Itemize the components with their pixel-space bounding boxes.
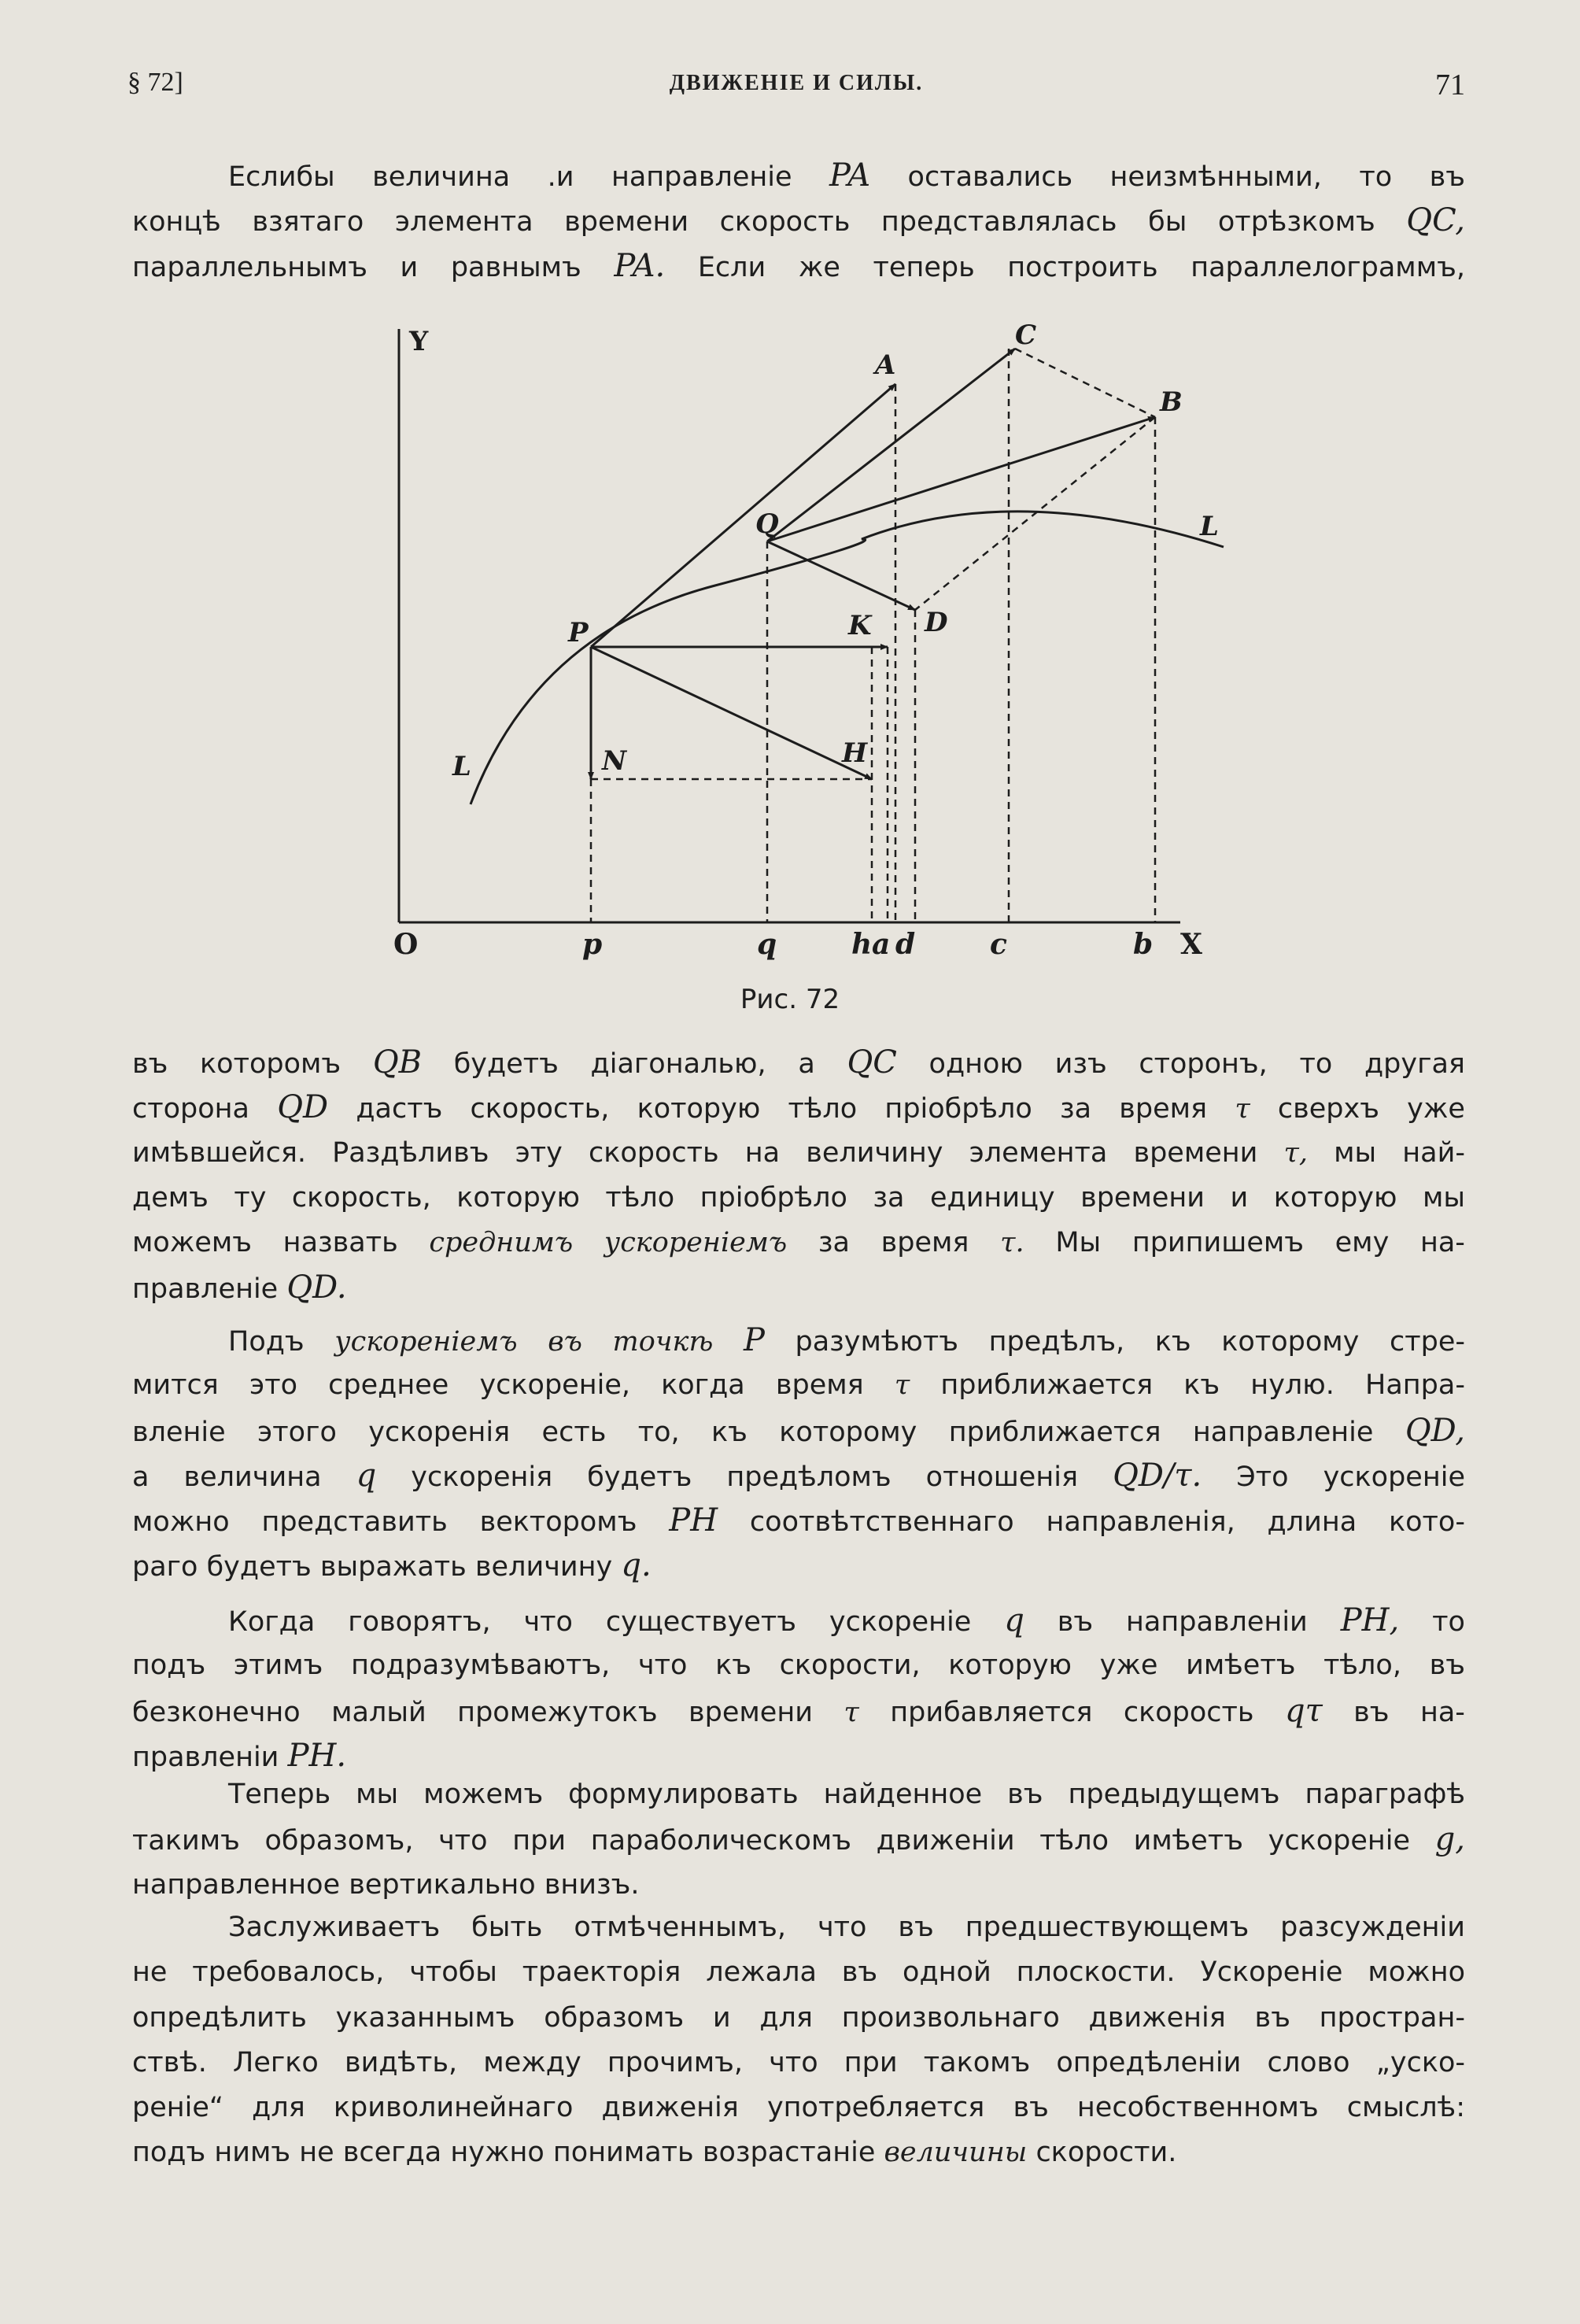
dashed-c-b bbox=[1015, 349, 1155, 417]
label-axis-c: c bbox=[990, 928, 1007, 961]
text-line: правленіи PH. bbox=[132, 1737, 347, 1774]
label-l-left: L bbox=[452, 751, 471, 782]
text-line: не требовалось, чтобы траекторія лежала въ одной плоскости. Ускореніе можно bbox=[132, 1956, 1465, 1989]
text-line: параллельнымъ и равнымъ PA. Если же теперь построить параллелограммъ, bbox=[132, 247, 1465, 284]
text-line: концѣ взятаго элемента времени скорость представлялась бы отрѣзкомъ QC, bbox=[132, 202, 1465, 239]
label-o: O bbox=[393, 928, 419, 961]
text-line: опредѣлить указаннымъ образомъ и для произвольнаго движенія въ простран- bbox=[132, 2001, 1465, 2034]
label-axis-h: h bbox=[851, 928, 873, 961]
text-line: раго будетъ выражать величину q. bbox=[132, 1547, 652, 1584]
label-b: B bbox=[1160, 386, 1183, 418]
label-p: P bbox=[568, 617, 589, 648]
page-number: 71 bbox=[1435, 68, 1465, 102]
paragraph-4 bbox=[132, 1598, 1465, 1779]
text-line: Теперь мы можемъ формулировать найденное въ предыдущемъ параграфѣ bbox=[228, 1779, 1465, 1810]
vector-ph bbox=[591, 647, 872, 779]
label-d: D bbox=[925, 607, 948, 638]
paragraph-3 bbox=[132, 1318, 1465, 1589]
label-x: X bbox=[1180, 928, 1202, 961]
label-axis-p: p bbox=[582, 928, 603, 961]
dashed-b-d bbox=[915, 417, 1155, 610]
text-line: ствѣ. Легко видѣть, между прочимъ, что при такомъ опредѣленіи слово „уско- bbox=[132, 2046, 1465, 2078]
label-a: A bbox=[875, 349, 896, 381]
text-line: подъ этимъ подразумѣваютъ, что къ скорости, которую уже имѣетъ тѣло, въ bbox=[132, 1650, 1465, 1682]
figure-72 bbox=[0, 0, 1580, 1039]
label-c: C bbox=[1015, 320, 1037, 351]
text-line: мится это среднее ускореніе, когда время τ приближается къ нулю. Напра- bbox=[132, 1369, 1465, 1402]
label-k: K bbox=[848, 610, 872, 641]
label-l-right: L bbox=[1200, 511, 1219, 542]
text-line: въ которомъ QB будетъ діагональю, а QC одною изъ сторонъ, то другая bbox=[132, 1044, 1465, 1081]
vector-qd bbox=[767, 541, 915, 610]
text-line: вленіе этого ускоренія есть то, къ которому приближается направленіе QD, bbox=[132, 1412, 1465, 1449]
text-line: Еслибы величина .и направленіе PA оставались неизмѣнными, то въ bbox=[228, 157, 1465, 194]
text-line: реніе“ для криволинейнаго движенія употребляется въ несобственномъ смыслѣ: bbox=[132, 2092, 1465, 2124]
label-axis-b: b bbox=[1133, 928, 1154, 961]
text-line: а величина q ускоренія будетъ предѣломъ отношенія QD/τ. Это ускореніе bbox=[132, 1457, 1465, 1494]
text-line: можно представить векторомъ PH соотвѣтственнаго направленія, длина кото- bbox=[132, 1502, 1465, 1539]
paragraph-5 bbox=[132, 1772, 1465, 1908]
label-q: Q bbox=[755, 508, 779, 540]
running-title: ДВИЖЕНІЕ И СИЛЫ. bbox=[669, 71, 924, 95]
figure-caption: Рис. 72 bbox=[740, 984, 840, 1015]
text-line: можемъ назвать среднимъ ускореніемъ за время τ. Мы припишемъ ему на- bbox=[132, 1227, 1465, 1259]
section-number: § 72] bbox=[127, 68, 183, 97]
text-line: демъ ту скорость, которую тѣло пріобрѣло за единицу времени и которую мы bbox=[132, 1181, 1465, 1214]
vector-qb bbox=[767, 417, 1155, 541]
text-line: Подъ ускореніемъ въ точкѣ P разумѣютъ предѣлъ, къ которому стре- bbox=[228, 1322, 1465, 1358]
label-axis-a: a bbox=[872, 928, 891, 961]
paragraph-6 bbox=[132, 1905, 1465, 2176]
text-line: Заслуживаетъ быть отмѣченнымъ, что въ предшествующемъ разсужденіи bbox=[228, 1912, 1465, 1943]
text-line: Когда говорятъ, что существуетъ ускореніе q въ направленіи PH, то bbox=[228, 1602, 1465, 1639]
text-line: правленіе QD. bbox=[132, 1269, 347, 1306]
label-h: H bbox=[842, 737, 868, 769]
label-axis-d: d bbox=[895, 928, 916, 961]
text-line: безконечно малый промежутокъ времени τ прибавляется скорость qτ въ на- bbox=[132, 1692, 1465, 1729]
paragraph-2 bbox=[132, 1040, 1465, 1311]
label-n: N bbox=[602, 745, 627, 777]
text-line: такимъ образомъ, что при параболическомъ движеніи тѣло имѣетъ ускореніе g, bbox=[132, 1821, 1465, 1858]
velocity-diagram bbox=[0, 0, 1580, 1039]
label-y: Y bbox=[409, 326, 429, 357]
label-axis-q: q bbox=[757, 928, 777, 961]
text-line: сторона QD дастъ скорость, которую тѣло пріобрѣло за время τ сверхъ уже bbox=[132, 1089, 1465, 1126]
text-line: направленное вертикально внизъ. bbox=[132, 1868, 640, 1901]
text-line: имѣвшейся. Раздѣливъ эту скорость на величину элемента времени τ, мы най- bbox=[132, 1136, 1465, 1169]
text-line: подъ нимъ не всегда нужно понимать возрастаніе величины скорости. bbox=[132, 2137, 1177, 2169]
